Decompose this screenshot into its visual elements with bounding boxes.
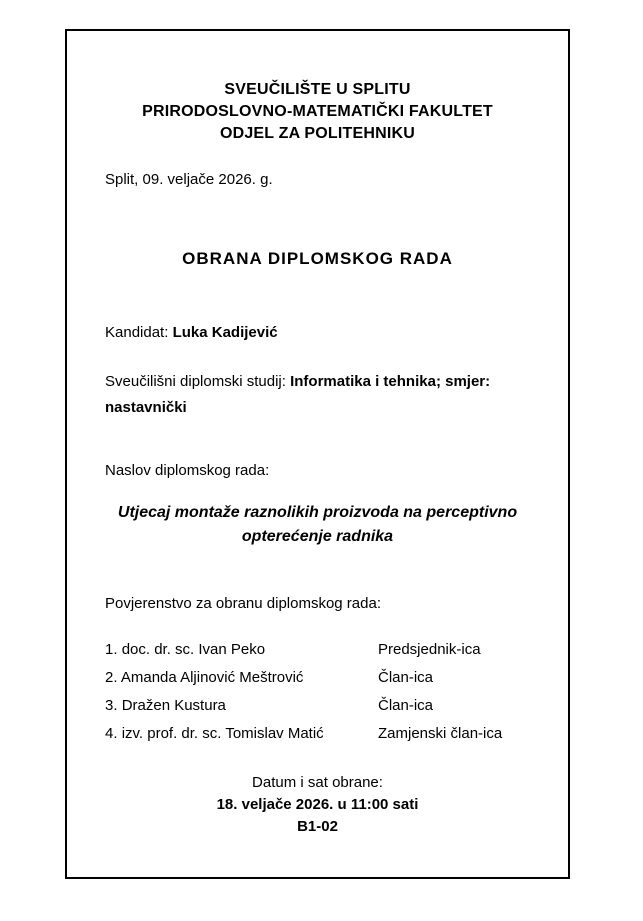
committee-row <box>105 640 530 660</box>
member-role: Zamjenski član-ica <box>378 725 503 742</box>
member-name: izv. prof. dr. sc. Tomislav Matić <box>121 725 324 742</box>
member-number: 3. <box>105 697 118 714</box>
defense-datetime: 18. veljače 2026. u 11:00 sati <box>216 796 419 813</box>
committee-member-name <box>105 724 378 744</box>
defense-room: B1-02 <box>297 818 338 835</box>
committee-heading: Povjerenstvo za obranu diplomskog rada: <box>105 595 381 612</box>
member-name: Dražen Kustura <box>121 697 226 714</box>
member-role: Član-ica <box>378 697 434 714</box>
thesis-title: Utjecaj montaže raznolikih proizvoda na perceptivno opterećenje radnika <box>117 504 518 545</box>
member-number: 2. <box>105 669 118 686</box>
committee-row <box>105 724 530 744</box>
committee-list <box>105 640 530 744</box>
university-name: SVEUČILIŠTE U SPLITU <box>224 81 411 98</box>
member-number: 1. <box>105 641 118 658</box>
committee-row <box>105 668 530 688</box>
member-name: doc. dr. sc. Ivan Peko <box>121 641 266 658</box>
candidate-line <box>105 323 530 343</box>
study-value: Informatika i tehnika; smjer: nastavnički <box>105 373 491 416</box>
member-number: 4. <box>105 725 118 742</box>
faculty-name: PRIRODOSLOVNO-MATEMATIČKI FAKULTET <box>142 103 493 120</box>
document-border-frame <box>65 29 570 879</box>
committee-member-name <box>105 696 378 716</box>
candidate-label: Kandidat: <box>105 324 169 341</box>
study-line <box>105 369 530 421</box>
defense-schedule-block <box>105 772 530 838</box>
committee-row <box>105 696 530 716</box>
department-name: ODJEL ZA POLITEHNIKU <box>219 125 416 142</box>
thesis-title-label: Naslov diplomskog rada: <box>105 462 270 479</box>
place-date-line: Split, 09. veljače 2026. g. <box>105 171 273 188</box>
member-role: Predsjednik-ica <box>378 641 481 658</box>
defense-datetime-label: Datum i sat obrane: <box>252 774 383 791</box>
main-title: OBRANA DIPLOMSKOG RADA <box>182 249 453 268</box>
committee-member-name <box>105 668 378 688</box>
committee-member-name <box>105 640 378 660</box>
member-role: Član-ica <box>378 669 434 686</box>
member-name: Amanda Aljinović Meštrović <box>120 669 304 686</box>
study-label: Sveučilišni diplomski studij: <box>105 373 286 390</box>
institution-header <box>105 79 530 145</box>
candidate-name: Luka Kadijević <box>172 324 278 341</box>
